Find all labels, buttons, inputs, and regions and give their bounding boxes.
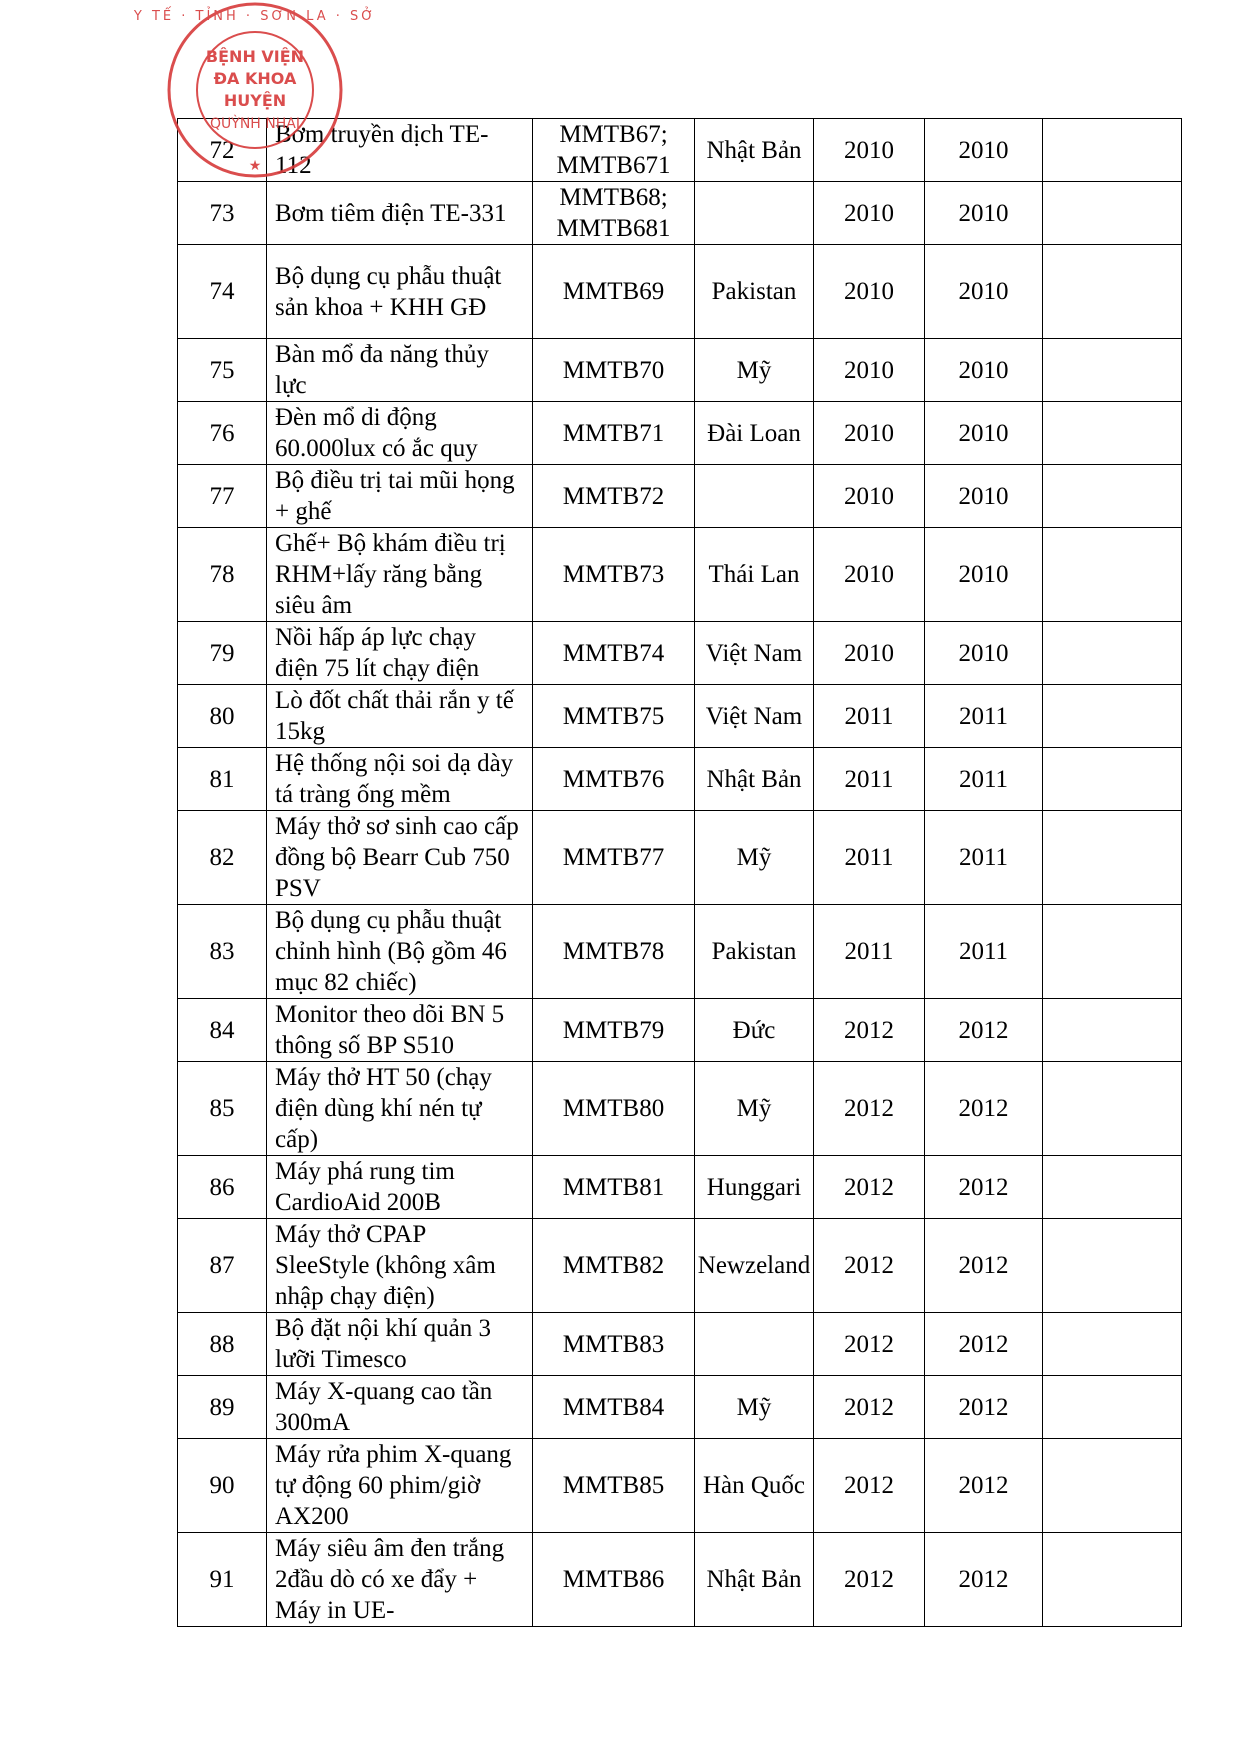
- year-manufactured-cell: 2011: [814, 905, 925, 999]
- year-manufactured-cell: 2012: [814, 1533, 925, 1627]
- year-in-use-cell: 2012: [925, 1062, 1043, 1156]
- stamp-line-3: HUYỆN: [223, 91, 287, 110]
- country-of-origin-cell: Newzeland: [695, 1219, 814, 1313]
- equipment-name-cell: Máy siêu âm đen trắng 2đầu dò có xe đẩy + Máy in UE-: [267, 1533, 533, 1627]
- year-in-use-cell: 2012: [925, 1156, 1043, 1219]
- note-cell: [1043, 182, 1182, 245]
- note-cell: [1043, 528, 1182, 622]
- country-of-origin-cell: [695, 182, 814, 245]
- stamp-line-2: ĐA KHOA: [213, 69, 297, 88]
- equipment-name-cell: Máy thở CPAP SleeStyle (không xâm nhập chạy điện): [267, 1219, 533, 1313]
- equipment-code-cell: MMTB82: [533, 1219, 695, 1313]
- country-of-origin-cell: Hàn Quốc: [695, 1439, 814, 1533]
- year-in-use-cell: 2012: [925, 1313, 1043, 1376]
- equipment-code-cell: MMTB83: [533, 1313, 695, 1376]
- equipment-code-cell: MMTB85: [533, 1439, 695, 1533]
- year-manufactured-cell: 2012: [814, 999, 925, 1062]
- table-row: [178, 1376, 1182, 1439]
- year-manufactured-cell: 2010: [814, 339, 925, 402]
- stamp-line-4: QUỲNH NHAI: [210, 116, 300, 132]
- table-row: [178, 1156, 1182, 1219]
- equipment-code-cell: MMTB78: [533, 905, 695, 999]
- country-of-origin-cell: Nhật Bản: [695, 1533, 814, 1627]
- year-in-use-cell: 2011: [925, 748, 1043, 811]
- stamp-line-1: BỆNH VIỆN: [205, 47, 305, 66]
- row-number-cell: 89: [178, 1376, 267, 1439]
- equipment-table: [177, 118, 1182, 1627]
- row-number-cell: 82: [178, 811, 267, 905]
- stamp-ring-text: Y TẾ · TỈNH · SƠN LA · SỞ: [133, 9, 377, 24]
- year-manufactured-cell: 2012: [814, 1439, 925, 1533]
- equipment-name-cell: Máy rửa phim X-quang tự động 60 phim/giờ AX200: [267, 1439, 533, 1533]
- equipment-code-cell: MMTB80: [533, 1062, 695, 1156]
- equipment-code-cell: MMTB75: [533, 685, 695, 748]
- note-cell: [1043, 748, 1182, 811]
- year-manufactured-cell: 2011: [814, 748, 925, 811]
- equipment-name-cell: Bộ điều trị tai mũi họng + ghế: [267, 465, 533, 528]
- row-number-cell: 75: [178, 339, 267, 402]
- equipment-name-cell: Máy phá rung tim CardioAid 200B: [267, 1156, 533, 1219]
- equipment-name-cell: Hệ thống nội soi dạ dày tá tràng ống mềm: [267, 748, 533, 811]
- year-in-use-cell: 2012: [925, 999, 1043, 1062]
- year-in-use-cell: 2012: [925, 1219, 1043, 1313]
- country-of-origin-cell: Pakistan: [695, 905, 814, 999]
- year-in-use-cell: 2010: [925, 622, 1043, 685]
- country-of-origin-cell: Mỹ: [695, 811, 814, 905]
- row-number-cell: 73: [178, 182, 267, 245]
- table-row: [178, 528, 1182, 622]
- row-number-cell: 80: [178, 685, 267, 748]
- note-cell: [1043, 905, 1182, 999]
- table-row: [178, 685, 1182, 748]
- note-cell: [1043, 465, 1182, 528]
- row-number-cell: 72: [178, 119, 267, 182]
- equipment-code-cell: MMTB77: [533, 811, 695, 905]
- country-of-origin-cell: [695, 465, 814, 528]
- year-manufactured-cell: 2012: [814, 1156, 925, 1219]
- equipment-name-cell: Máy thở sơ sinh cao cấp đồng bộ Bearr Cub 750 PSV: [267, 811, 533, 905]
- table-row: [178, 999, 1182, 1062]
- country-of-origin-cell: Mỹ: [695, 339, 814, 402]
- equipment-code-cell: MMTB71: [533, 402, 695, 465]
- row-number-cell: 79: [178, 622, 267, 685]
- equipment-table-body: [178, 119, 1182, 1627]
- equipment-code-cell: MMTB79: [533, 999, 695, 1062]
- year-manufactured-cell: 2010: [814, 119, 925, 182]
- note-cell: [1043, 1376, 1182, 1439]
- year-manufactured-cell: 2011: [814, 811, 925, 905]
- country-of-origin-cell: Việt Nam: [695, 685, 814, 748]
- table-row: [178, 182, 1182, 245]
- year-in-use-cell: 2010: [925, 119, 1043, 182]
- year-in-use-cell: 2010: [925, 339, 1043, 402]
- table-row: [178, 245, 1182, 339]
- year-in-use-cell: 2012: [925, 1376, 1043, 1439]
- year-manufactured-cell: 2010: [814, 465, 925, 528]
- note-cell: [1043, 402, 1182, 465]
- note-cell: [1043, 1156, 1182, 1219]
- year-in-use-cell: 2010: [925, 465, 1043, 528]
- country-of-origin-cell: Nhật Bản: [695, 748, 814, 811]
- table-row: [178, 748, 1182, 811]
- table-row: [178, 339, 1182, 402]
- table-row: [178, 1062, 1182, 1156]
- equipment-code-cell: MMTB81: [533, 1156, 695, 1219]
- row-number-cell: 90: [178, 1439, 267, 1533]
- table-row: [178, 622, 1182, 685]
- table-row: [178, 811, 1182, 905]
- table-row: [178, 1313, 1182, 1376]
- row-number-cell: 85: [178, 1062, 267, 1156]
- note-cell: [1043, 622, 1182, 685]
- year-manufactured-cell: 2010: [814, 245, 925, 339]
- equipment-code-cell: MMTB69: [533, 245, 695, 339]
- table-row: [178, 1439, 1182, 1533]
- country-of-origin-cell: [695, 1313, 814, 1376]
- note-cell: [1043, 1313, 1182, 1376]
- equipment-code-cell: MMTB84: [533, 1376, 695, 1439]
- year-in-use-cell: 2011: [925, 811, 1043, 905]
- note-cell: [1043, 811, 1182, 905]
- note-cell: [1043, 685, 1182, 748]
- equipment-name-cell: Bộ dụng cụ phẫu thuật sản khoa + KHH GĐ: [267, 245, 533, 339]
- equipment-name-cell: Ghế+ Bộ khám điều trị RHM+lấy răng bằng siêu âm: [267, 528, 533, 622]
- equipment-name-cell: Bộ dụng cụ phẫu thuật chỉnh hình (Bộ gồm 46 mục 82 chiếc): [267, 905, 533, 999]
- row-number-cell: 87: [178, 1219, 267, 1313]
- hospital-stamp: [133, 0, 377, 190]
- year-manufactured-cell: 2010: [814, 622, 925, 685]
- equipment-name-cell: Lò đốt chất thải rắn y tế 15kg: [267, 685, 533, 748]
- note-cell: [1043, 999, 1182, 1062]
- year-in-use-cell: 2012: [925, 1439, 1043, 1533]
- row-number-cell: 83: [178, 905, 267, 999]
- year-in-use-cell: 2010: [925, 245, 1043, 339]
- table-row: [178, 905, 1182, 999]
- year-manufactured-cell: 2010: [814, 182, 925, 245]
- equipment-code-cell: MMTB68; MMTB681: [533, 182, 695, 245]
- row-number-cell: 84: [178, 999, 267, 1062]
- year-in-use-cell: 2011: [925, 685, 1043, 748]
- year-manufactured-cell: 2011: [814, 685, 925, 748]
- equipment-name-cell: Nồi hấp áp lực chạy điện 75 lít chạy điện: [267, 622, 533, 685]
- row-number-cell: 77: [178, 465, 267, 528]
- equipment-code-cell: MMTB73: [533, 528, 695, 622]
- table-row: [178, 1219, 1182, 1313]
- equipment-code-cell: MMTB86: [533, 1533, 695, 1627]
- equipment-name-cell: Bàn mổ đa năng thủy lực: [267, 339, 533, 402]
- country-of-origin-cell: Đài Loan: [695, 402, 814, 465]
- note-cell: [1043, 1533, 1182, 1627]
- year-in-use-cell: 2010: [925, 402, 1043, 465]
- table-row: [178, 402, 1182, 465]
- equipment-name-cell: Máy X-quang cao tần 300mA: [267, 1376, 533, 1439]
- row-number-cell: 74: [178, 245, 267, 339]
- equipment-name-cell: Monitor theo dõi BN 5 thông số BP S510: [267, 999, 533, 1062]
- year-manufactured-cell: 2012: [814, 1313, 925, 1376]
- equipment-code-cell: MMTB74: [533, 622, 695, 685]
- row-number-cell: 81: [178, 748, 267, 811]
- country-of-origin-cell: Đức: [695, 999, 814, 1062]
- row-number-cell: 86: [178, 1156, 267, 1219]
- equipment-name-cell: Bộ đặt nội khí quản 3 lưỡi Timesco: [267, 1313, 533, 1376]
- note-cell: [1043, 1439, 1182, 1533]
- country-of-origin-cell: Việt Nam: [695, 622, 814, 685]
- country-of-origin-cell: Hunggari: [695, 1156, 814, 1219]
- year-in-use-cell: 2011: [925, 905, 1043, 999]
- year-manufactured-cell: 2010: [814, 402, 925, 465]
- equipment-name-cell: Bơm tiêm điện TE-331: [267, 182, 533, 245]
- table-row: [178, 465, 1182, 528]
- year-manufactured-cell: 2012: [814, 1376, 925, 1439]
- stamp-star-icon: ★: [248, 159, 262, 174]
- row-number-cell: 78: [178, 528, 267, 622]
- year-in-use-cell: 2010: [925, 182, 1043, 245]
- equipment-code-cell: MMTB67; MMTB671: [533, 119, 695, 182]
- country-of-origin-cell: Nhật Bản: [695, 119, 814, 182]
- country-of-origin-cell: Mỹ: [695, 1062, 814, 1156]
- year-in-use-cell: 2010: [925, 528, 1043, 622]
- table-row: [178, 1533, 1182, 1627]
- country-of-origin-cell: Pakistan: [695, 245, 814, 339]
- year-manufactured-cell: 2012: [814, 1219, 925, 1313]
- year-in-use-cell: 2012: [925, 1533, 1043, 1627]
- stamp-outer-ring: [169, 4, 341, 176]
- note-cell: [1043, 1062, 1182, 1156]
- note-cell: [1043, 339, 1182, 402]
- year-manufactured-cell: 2012: [814, 1062, 925, 1156]
- equipment-name-cell: Đèn mổ di động 60.000lux có ắc quy: [267, 402, 533, 465]
- year-manufactured-cell: 2010: [814, 528, 925, 622]
- equipment-code-cell: MMTB72: [533, 465, 695, 528]
- equipment-code-cell: MMTB76: [533, 748, 695, 811]
- country-of-origin-cell: Mỹ: [695, 1376, 814, 1439]
- row-number-cell: 91: [178, 1533, 267, 1627]
- row-number-cell: 88: [178, 1313, 267, 1376]
- note-cell: [1043, 1219, 1182, 1313]
- country-of-origin-cell: Thái Lan: [695, 528, 814, 622]
- note-cell: [1043, 119, 1182, 182]
- row-number-cell: 76: [178, 402, 267, 465]
- note-cell: [1043, 245, 1182, 339]
- equipment-name-cell: Bơm truyền dịch TE-112: [267, 119, 533, 182]
- equipment-code-cell: MMTB70: [533, 339, 695, 402]
- equipment-name-cell: Máy thở HT 50 (chạy điện dùng khí nén tự cấp): [267, 1062, 533, 1156]
